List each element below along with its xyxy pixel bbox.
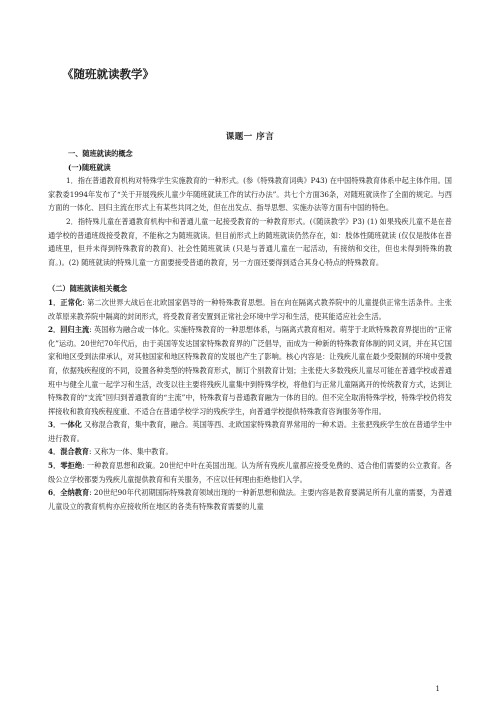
subsection-heading: （二）随班就读相关概念 [48,284,128,294]
document-body [48,147,452,513]
subsection-heading: (一)随班就读 [68,162,111,172]
definition-term: 1．正常化 [48,297,83,307]
definition-text: 又称混合教育，集中教育，融合。英国等西、北欧国家特殊教育界常用的一种术语。主张把残疾学生放在普通学生中进行教育。 [48,420,452,443]
paragraph: 2．指特殊儿童在普通教育机构中和普通儿童一起接受教育的一种教育形式。(《随读教学》P3) (1) 如果残疾儿童不是在普通学校的普通班级接受教育，不能称之为随班就读。但目前形式上的随班就读仍然存在，如：肢体性随班就读 (仅仅是肢体在普通班里，但并未得到特殊教育的教育)、社会性随班就读 (只是与普通儿童在一起活动，有接纳和交往，但也未得到特殊的教育。)。(2) 随班就读的特殊儿童一方面要接受普通的教育，另一方面还要得到适合其身心特点的特殊教育。 [48,216,452,267]
document-title: 《随班就读教学》 [62,67,154,81]
definition-term: 3．一体化 [48,420,82,430]
paragraph: 1．指在普通教育机构对特殊学生实施教育的一种形式。(参《特殊教育词典》P43) 在中国特殊教育体系中起主体作用。国家教委1994年发布了“关于开展残疾儿童少年随班就读工作的试行办法”。共七个方面36条，对随班就读作了全面的规定。与西方面的一体化、回归主流在形式上有某些共同之处，但在出发点、指导思想、实施办法等方面有中国的特色。 [48,176,452,213]
definition-text: : 20世纪90年代初期国际特殊教育领域出现的一种新思想和做法。主要内容是教育要满足所有儿童的需要，为普通儿童设立的教育机构亦应接收所在地区的各类有特殊教育需要的儿童 [48,488,452,511]
definition-item [48,296,452,323]
definition-item [48,323,452,418]
definition-item [48,486,452,513]
definition-term: 5．零拒绝 [48,461,83,471]
definition-item [48,445,452,459]
definition-text: : 英国称为融合或一体化。实施特殊教育的一种思想体系，与隔离式教育相对。萌芽于北欧特殊教育界提出的“正常化”运动。20世纪70年代后，由于美国等发达国家特殊教育界的广泛倡导，而成为一种新的特殊教育体制的同义词，并在其它国家和地区受到法律承认，对其他国家和地区特殊教育的发展也产生了影响。核心内容是：让残疾儿童在最少受限制的环境中受教育，依据残疾程度的不同，设置各种类型的特殊教育形式，制订个别教育计划；主张使大多数残疾儿童尽可能在普通学校或普通班中与健全儿童一起学习和生活，改变以往主要将残疾儿童集中到特殊学校，将他们与正常儿童隔离开的传统教育方式，达到让特殊教育的“支流”回归到普通教育的“主流”中，特殊教育与普通教育融为一体的目的。但不完全取消特殊学校，特殊学校仍将发挥接收和教育残疾程度重、不适合在普通学校学习的残疾学生，向普通学校提供特殊教育咨询服务等作用。 [48,325,452,416]
definition-text: : 一种教育思想和政策。20世纪中叶在美国出现。认为所有残疾儿童都应接受免费的、适合他们需要的公立教育。各级公立学校都要为残疾儿童提供教育和有关服务，不应以任何理由拒绝他们入学。 [48,461,452,484]
definition-term: 4．混合教育 [48,447,89,457]
definition-text: : 又称为一体、集中教育。 [88,447,173,457]
definition-term: 2．回归主流 [48,325,90,335]
definition-item [48,418,452,445]
spacer [48,269,452,282]
definition-text: : 第二次世界大战后在北欧国家倡导的一种特殊教育思想。旨在向在隔离式教养院中的儿童提供正常生活条件。主张改革原来教养院中隔离的封闭形式，将受教育者安置到正常社会环境中学习和生活，使其能适应社会生活。 [48,297,452,321]
definition-term: 6．全纳教育 [48,488,90,498]
lesson-title: 课题一 序言 [225,132,275,142]
definition-item [48,459,452,486]
section-heading: 一、随班就读的概念 [68,149,133,158]
page-number: 1 [435,685,440,693]
